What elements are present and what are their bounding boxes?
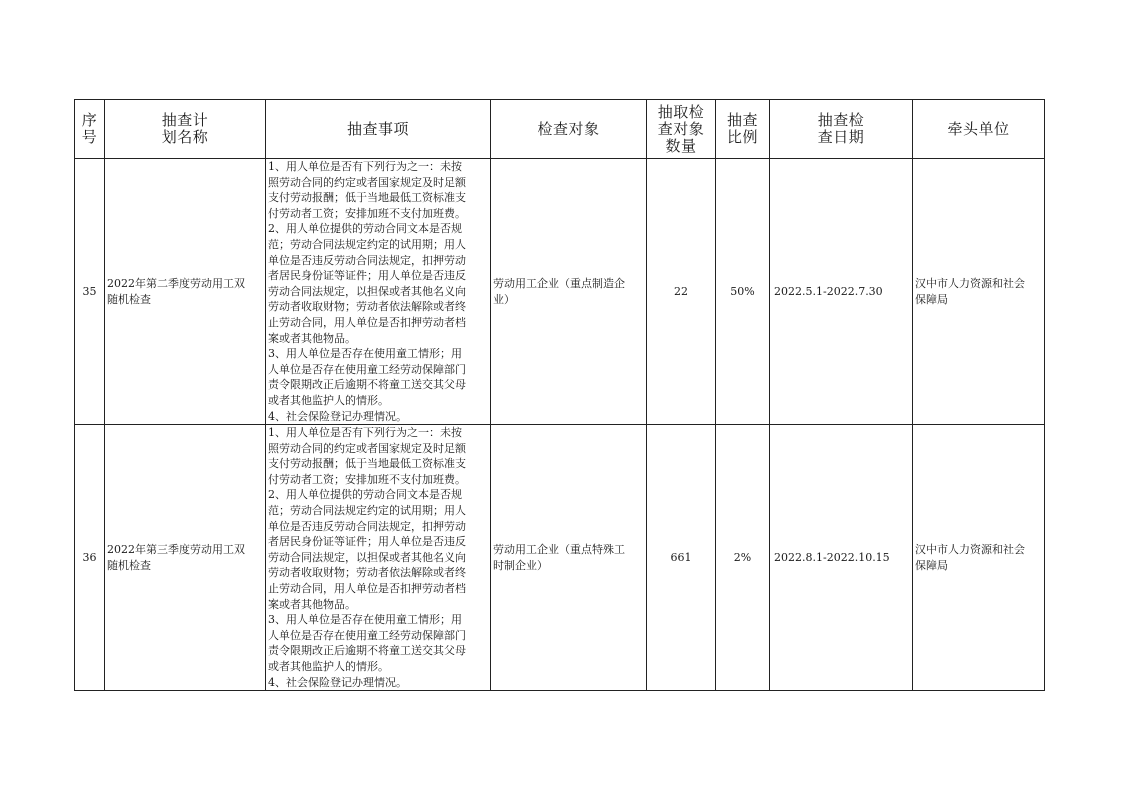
row-inspection-items: 1、用人单位是否有下列行为之一：未按 照劳动合同的约定或者国家规定及时足额 支付劳动报酬；低于当地最低工资标准支 付劳动者工资；安排加班不支付加班费。 2、用人单位提供的劳动合同文本是否规 范；劳动合同法规定约定的试用期；用人 单位是否违反劳动合同法规定，扣押劳动 者居民身份证等证件；用人单位是否违反 劳动合同法规定，以担保或者其他名义向 劳动者收取财物；劳动者依法解除或者终 止劳动合同，用人单位是否扣押劳动者档 案或者其他物品。 3、用人单位是否存在使用童工情形；用 人单位是否存在使用童工经劳动保障部门 责令限期改正后逾期不将童工送交其父母 或者其他监护人的情形。 4、社会保险登记办理情况。 [266,425,491,691]
row-inspection-target: 劳动用工企业（重点特殊工 时制企业） [491,425,647,691]
row-lead-unit: 汉中市人力资源和社会 保障局 [913,159,1045,425]
header-plan-name: 抽查计 划名称 [105,100,266,159]
header-inspection-items: 抽查事项 [266,100,491,159]
row-lead-unit: 汉中市人力资源和社会 保障局 [913,425,1045,691]
row-inspection-date: 2022.8.1-2022.10.15 [770,425,913,691]
row-sample-ratio: 50% [716,159,770,425]
header-inspection-target: 检查对象 [491,100,647,159]
inspection-plan-table [74,99,1045,691]
header-inspection-date: 抽查检 查日期 [770,100,913,159]
row-inspection-items: 1、用人单位是否有下列行为之一：未按 照劳动合同的约定或者国家规定及时足额 支付劳动报酬；低于当地最低工资标准支 付劳动者工资；安排加班不支付加班费。 2、用人单位提供的劳动合同文本是否规 范；劳动合同法规定约定的试用期；用人 单位是否违反劳动合同法规定，扣押劳动 者居民身份证等证件；用人单位是否违反 劳动合同法规定，以担保或者其他名义向 劳动者收取财物；劳动者依法解除或者终 止劳动合同，用人单位是否扣押劳动者档 案或者其他物品。 3、用人单位是否存在使用童工情形；用 人单位是否存在使用童工经劳动保障部门 责令限期改正后逾期不将童工送交其父母 或者其他监护人的情形。 4、社会保险登记办理情况。 [266,159,491,425]
row-serial-number: 35 [75,159,105,425]
row-sample-ratio: 2% [716,425,770,691]
row-sample-count: 661 [647,425,716,691]
row-sample-count: 22 [647,159,716,425]
header-sample-count: 抽取检 查对象 数量 [647,100,716,159]
row-plan-name: 2022年第二季度劳动用工双 随机检查 [105,159,266,425]
row-inspection-date: 2022.5.1-2022.7.30 [770,159,913,425]
header-sample-ratio: 抽查 比例 [716,100,770,159]
row-inspection-target: 劳动用工企业（重点制造企 业） [491,159,647,425]
table-row [75,425,1045,691]
header-lead-unit: 牵头单位 [913,100,1045,159]
table-row [75,159,1045,425]
row-plan-name: 2022年第三季度劳动用工双 随机检查 [105,425,266,691]
row-serial-number: 36 [75,425,105,691]
header-row [75,100,1045,159]
header-serial-number: 序 号 [75,100,105,159]
